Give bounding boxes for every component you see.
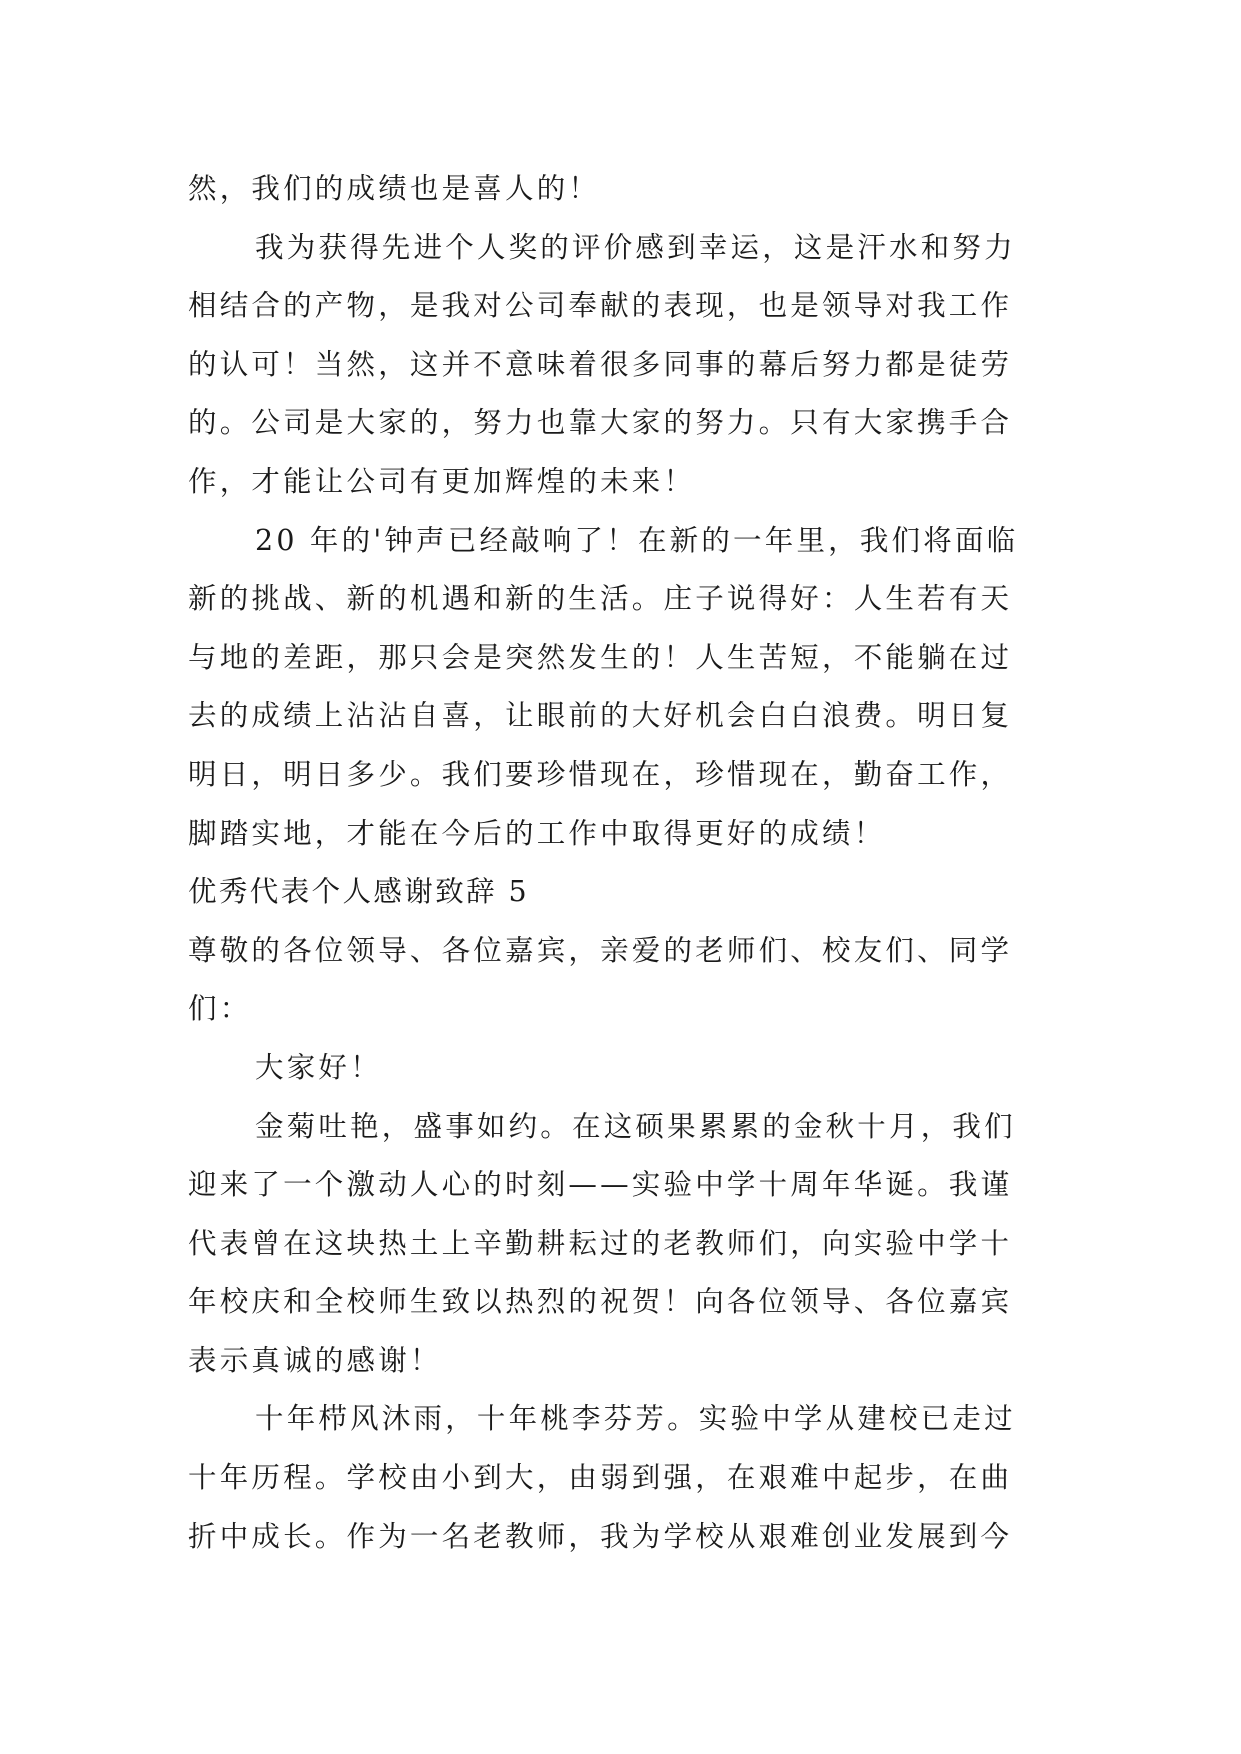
paragraph-start-line: 金菊吐艳，盛事如约。在这硕果累累的金秋十月，我们 xyxy=(255,1109,1016,1143)
text-line: 明日，明日多少。我们要珍惜现在，珍惜现在，勤奋工作， xyxy=(188,757,1013,791)
text-line: 年校庆和全校师生致以热烈的祝贺！向各位领导、各位嘉宾 xyxy=(188,1285,1013,1319)
text-line: 去的成绩上沾沾自喜，让眼前的大好机会白白浪费。明日复 xyxy=(188,699,1013,733)
section-heading: 优秀代表个人感谢致辞 5 xyxy=(188,875,529,909)
text-line: 然，我们的成绩也是喜人的！ xyxy=(188,172,601,205)
text-line: 代表曾在这块热土上辛勤耕耘过的老教师们，向实验中学十 xyxy=(188,1226,1013,1260)
text-line: 与地的差距，那只会是突然发生的！人生苦短，不能躺在过 xyxy=(188,640,1013,674)
text-line: 迎来了一个激动人心的时刻——实验中学十周年华诞。我谨 xyxy=(188,1168,1013,1202)
text-line: 十年历程。学校由小到大，由弱到强，在艰难中起步，在曲 xyxy=(188,1461,1013,1495)
text-line: 表示真诚的感谢！ xyxy=(188,1343,442,1377)
text-line: 新的挑战、新的机遇和新的生活。庄子说得好：人生若有天 xyxy=(188,582,1013,616)
text-line: 的。公司是大家的，努力也靠大家的努力。只有大家携手合 xyxy=(188,406,1013,440)
text-line: 的认可！当然，这并不意味着很多同事的幕后努力都是徒劳 xyxy=(188,347,1013,381)
text-line: 脚踏实地，才能在今后的工作中取得更好的成绩！ xyxy=(188,816,886,850)
text-line: 折中成长。作为一名老教师，我为学校从艰难创业发展到今 xyxy=(188,1519,1013,1553)
salutation-line: 们： xyxy=(188,992,252,1026)
document-body xyxy=(188,160,1058,1566)
paragraph-start-line: 20 年的'钟声已经敲响了！在新的一年里，我们将面临 xyxy=(255,523,1019,557)
greeting-line: 大家好！ xyxy=(255,1050,382,1084)
salutation-line: 尊敬的各位领导、各位嘉宾，亲爱的老师们、校友们、同学 xyxy=(188,933,1013,967)
text-line: 相结合的产物，是我对公司奉献的表现，也是领导对我工作 xyxy=(188,289,1013,323)
text-line: 作，才能让公司有更加辉煌的未来！ xyxy=(188,464,696,498)
paragraph-start-line: 十年栉风沐雨，十年桃李芬芳。实验中学从建校已走过 xyxy=(255,1402,1016,1436)
paragraph-start-line: 我为获得先进个人奖的评价感到幸运，这是汗水和努力 xyxy=(255,230,1016,264)
